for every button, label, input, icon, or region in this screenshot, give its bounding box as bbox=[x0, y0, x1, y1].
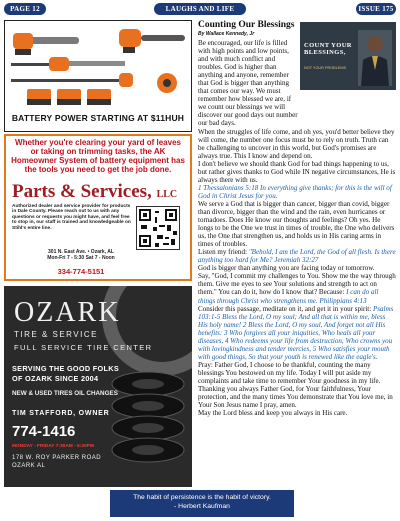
tire-stack-icon bbox=[108, 364, 188, 474]
footer-quote-box bbox=[110, 490, 294, 517]
verse-thessalonians: 1 Thessalonians 5:18 In everything give thanks; for this is the will of God in Christ Jesus for you. bbox=[198, 183, 392, 200]
book-subtitle: NOT YOUR PROBLEMS bbox=[304, 66, 347, 70]
power-tools-illustration bbox=[7, 23, 191, 111]
article-paragraph-prayer: Pray: Father God, I choose to be thankful, counting the many blessings You bestowed on my life. Today I will put aside my complaints and take time to remember Your goodness in my life. Thanking you always Father God, for Your faithfulness, Your protection, and the many times You demonstrate that You love me, in Your Son Jesus name I pray, amen. bbox=[198, 360, 393, 410]
page-number-label: PAGE 12 bbox=[4, 3, 46, 15]
commit-text: Say, "God, I commit my challenges to You. Show me the way through them. Give me eyes to see Your solutions and strength to act on them." You can do it, how do I know that? Because: bbox=[198, 272, 396, 297]
battery-tools-ad bbox=[4, 20, 192, 132]
ozark-road: 178 W. ROY PARKER ROAD bbox=[12, 455, 102, 461]
section-title: LAUGHS AND LIFE bbox=[154, 3, 246, 15]
article-paragraph-5: God is bigger than anything you are facing today or tomorrow. bbox=[198, 264, 375, 273]
footer-quote: The habit of persistence is the habit of victory. bbox=[133, 494, 271, 501]
parts-brand-logo bbox=[12, 182, 188, 202]
parts-brand-llc: LLC bbox=[156, 189, 178, 200]
battery-price-caption: BATTERY POWER STARTING AT $11HUH bbox=[11, 113, 185, 123]
footer-quote-author: - Herbert Kaufman bbox=[174, 502, 230, 510]
listen-prefix: Listen my friend: bbox=[198, 248, 249, 257]
consider-text: Consider this passage, meditate on it, and get it in your spirit: bbox=[198, 304, 373, 313]
article-paragraph-2: When the struggles of life come, and oh yes, you'd better believe they will come, the number one focus must be to rely on truth. Truth can be challenging to uncover in this world, but God's promises are always true. This I know and depend on. bbox=[198, 127, 395, 160]
article-paragraph-7 bbox=[198, 305, 396, 361]
leaf-blower-icon bbox=[119, 29, 185, 53]
parts-address-block bbox=[26, 249, 136, 261]
ozark-tagline-2: FULL SERVICE TIRE CENTER bbox=[14, 343, 153, 352]
ozark-city: OZARK AL bbox=[12, 463, 46, 469]
ozark-serving-text: SERVING THE GOOD FOLKS OF OZARK SINCE 2004 bbox=[12, 364, 120, 383]
article-body bbox=[198, 39, 396, 417]
ozark-phone: 774-1416 bbox=[12, 423, 76, 440]
parts-and-services-ad bbox=[4, 134, 192, 281]
issue-number-label: ISSUE 175 bbox=[356, 3, 396, 15]
qr-code-icon bbox=[136, 206, 180, 250]
ozark-brand: OZARK bbox=[14, 297, 121, 328]
ozark-tagline-1: TIRE & SERVICE bbox=[14, 330, 98, 339]
verse-philippians: I can do all things through Christ who strengthens me. Philippians 4:13 bbox=[198, 288, 379, 305]
verse-jeremiah: "Behold, I am the Lord, the God of all flesh. Is there anything too hard for Me? Jeremiah 32:27 bbox=[198, 248, 396, 265]
page-header bbox=[4, 2, 396, 18]
parts-description: Authorized dealer and service provider for products in Dale County. Please reach out to us with any questions or requests you might have, and feel free to stop in, our staff is trained and knowledgeable on Stihl's entire line. bbox=[12, 204, 131, 231]
article-title: Counting Our Blessings bbox=[198, 20, 295, 30]
verse-psalms: Psalms 103:1-5 Bless the Lord, O my soul; And all that is within me, bless His holy name! 2 Bless the Lord, O my soul, And forget not all His benefits: 3 Who forgives all your iniquities, Who heals all your diseases, 4 Who redeems your life from destruction, Who crowns you with lovingkindness and tender mercies, 5 Who satisfies your mouth with good things, So that your youth is renewed like the eagle's. bbox=[198, 304, 394, 361]
parts-address: 301 N. East Ave. • Ozark, AL bbox=[48, 249, 114, 255]
parts-promo-text: Whether you're clearing your yard of leaves or taking on trimming tasks, the AK Homeowner System of battery equipment has the tools you need to get the job done. bbox=[11, 138, 185, 174]
article-byline: By Wallace Kennedy, Jr bbox=[198, 31, 255, 37]
article-paragraph-6 bbox=[198, 272, 396, 304]
ozark-services: NEW & USED TIRES OIL CHANGES bbox=[12, 390, 118, 397]
ozark-tire-ad bbox=[4, 286, 192, 487]
article-paragraph-1: Be encouraged, our life is filled with high points and low points, and with much conflict and troubles. God is higher than anything and anyone, remember that God is bigger than anything that comes our way. We must remember how blessed we are, if we count our blessings we will discover our good days out number our bad days. bbox=[198, 39, 298, 128]
chainsaw-icon bbox=[13, 33, 79, 55]
article-paragraph-4: We serve a God that is bigger than cancer, bigger than covid, bigger than divorce, bigger than the wind and the rain, even hurricanes or tornadoes. Does He know our thoughts and feelings? Oh yes. He longs to be the One we trust in times of trouble, the One who delivers us, the One that strengthen us, and holds us in His caring arms in times of troubles. bbox=[198, 199, 395, 249]
article-paragraph-closing: May the Lord bless and keep you always in His care. bbox=[198, 409, 348, 418]
book-title: COUNT YOUR BLESSINGS, bbox=[304, 42, 352, 56]
hedge-trimmer-icon bbox=[11, 57, 125, 71]
battery-packs-icon bbox=[27, 89, 111, 105]
parts-brand-name: Parts & Services, bbox=[12, 181, 152, 202]
article-paragraph-3: I don't believe we should thank God for bad things happening to us, but rather gives thanks to God while IN negative circumstances, He is always there with us. bbox=[198, 159, 396, 184]
ozark-owner: TIM STAFFORD, OWNER bbox=[12, 410, 110, 417]
parts-hours: Mon-Fri 7 - 5:30 Sat 7 - Noon bbox=[47, 255, 115, 261]
article bbox=[198, 20, 396, 485]
ozark-hours: MONDAY - FRIDAY 7:30AM - 5:30PM bbox=[12, 444, 94, 449]
article-paragraph-listen bbox=[198, 248, 396, 264]
parts-phone: 334-774-5151 bbox=[57, 267, 105, 276]
